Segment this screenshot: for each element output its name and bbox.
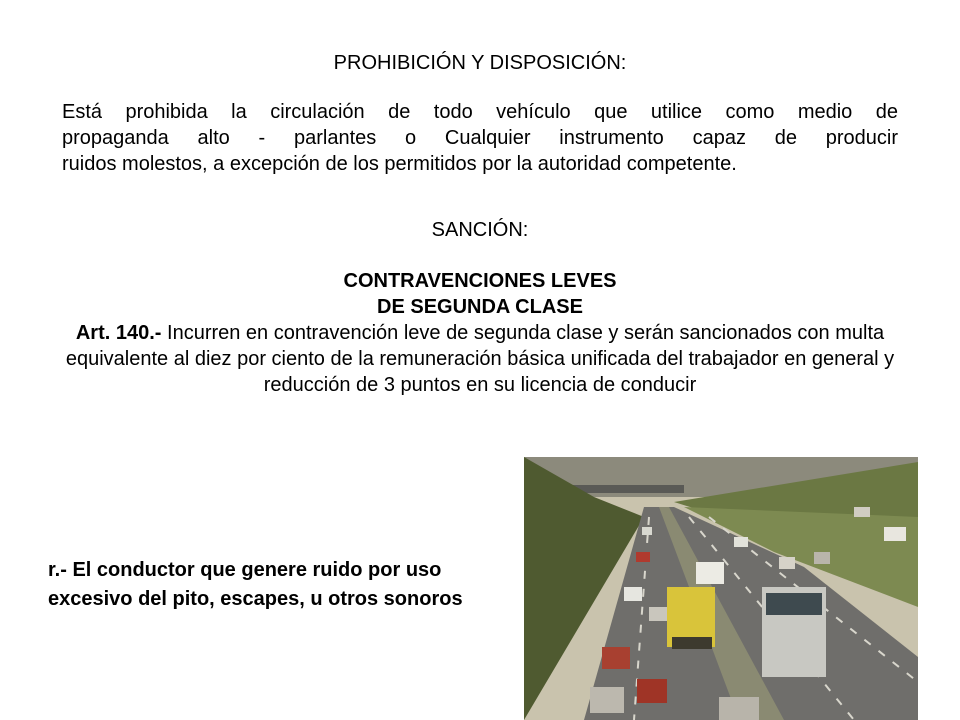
car (884, 527, 906, 541)
contravenciones-title (0, 268, 960, 320)
heading-sancion: SANCIÓN: (431, 219, 529, 241)
article-body: Incurren en contravención leve de segunda clase y serán sancionados con multa equivalente al diez por ciento de la remuneración básica unificada del trabajador en general y reducción de 3 puntos en su licencia de conducir (65, 322, 895, 396)
car (779, 557, 795, 569)
contravenciones-title-line1: CONTRAVENCIONES LEVES (343, 270, 617, 292)
yellow-truck-base (672, 637, 712, 649)
note-r: r.- El conductor que genere ruido por uso excesivo del pito, escapes, u otros sonoros (48, 559, 463, 610)
white-van (696, 562, 724, 584)
car (649, 607, 669, 621)
car (642, 527, 652, 535)
car (636, 552, 650, 562)
heading-prohibicion: PROHIBICIÓN Y DISPOSICIÓN: (333, 52, 627, 74)
car (624, 587, 642, 601)
prohibicion-line: ruidos molestos, a excepción de los permitidos por la autoridad competente. (62, 153, 737, 175)
car (814, 552, 830, 564)
car (719, 697, 759, 720)
car (854, 507, 870, 517)
car (637, 679, 667, 703)
highway-photo-illustration (524, 457, 918, 720)
contravenciones-title-line2: DE SEGUNDA CLASE (377, 296, 583, 318)
highway-traffic-photo (524, 457, 918, 720)
prohibicion-paragraph (62, 99, 898, 177)
car (602, 647, 630, 669)
article-lead: Art. 140.- (75, 322, 162, 344)
prohibicion-line: propaganda alto - parlantes o Cualquier instrumento capaz de producir (62, 127, 898, 149)
bus-window (766, 593, 822, 615)
prohibicion-line: Está prohibida la circulación de todo vehículo que utilice como medio de (62, 101, 898, 123)
car (590, 687, 624, 713)
car (734, 537, 748, 547)
article-140 (60, 320, 900, 398)
